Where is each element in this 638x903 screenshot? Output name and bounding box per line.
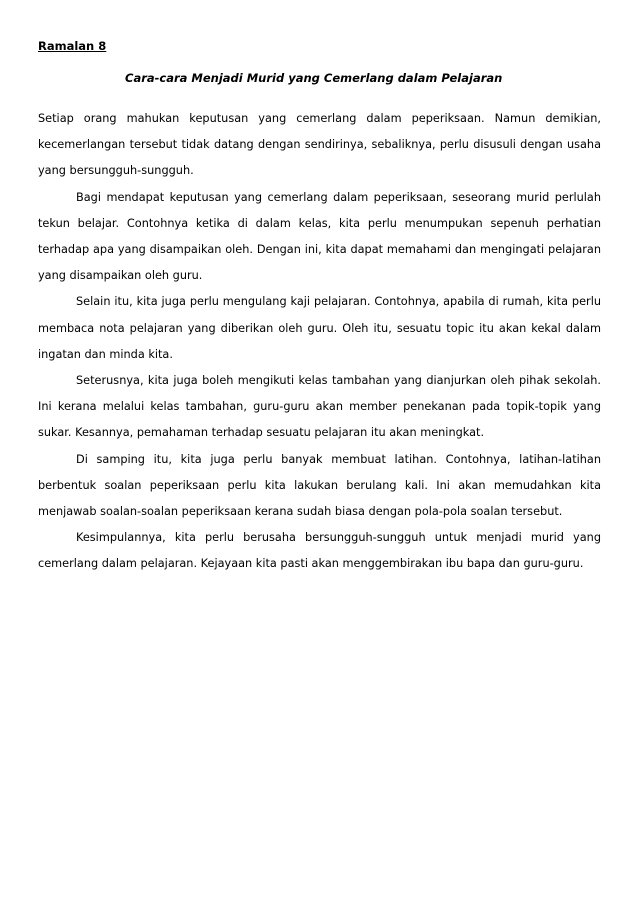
document-heading: Ramalan 8 [38,39,107,53]
paragraph-3: Seterusnya, kita juga boleh mengikuti kelas tambahan yang dianjurkan oleh pihak sekolah. Ini kerana melalui kelas tambahan, guru-guru akan member penekanan pada topik-topik yang sukar. Kesannya, pemahaman terhadap sesuatu pelajaran itu akan meningkat. [38,374,601,440]
paragraph-intro: Setiap orang mahukan keputusan yang cemerlang dalam peperiksaan. Namun demikian, kecemerlangan tersebut tidak datang dengan sendirinya, sebaliknya, perlu disusuli dengan usaha yang bersungguh-sungguh. [38,112,601,178]
paragraph-1: Bagi mendapat keputusan yang cemerlang dalam peperiksaan, seseorang murid perlulah tekun belajar. Contohnya ketika di dalam kelas, kita perlu menumpukan sepenuh perhatian terhadap apa yang disampaikan oleh. Dengan ini, kita dapat memahami dan mengingati pelajaran yang disampaikan oleh guru. [38,190,601,283]
paragraph-4: Di samping itu, kita juga perlu banyak membuat latihan. Contohnya, latihan-latihan berbentuk soalan peperiksaan perlu kita lakukan berulang kali. Ini akan memudahkan kita menjawab soalan-soalan peperiksaan kerana sudah biasa dengan pola-pola soalan tersebut. [38,452,601,519]
document-body [38,106,601,578]
paragraph-conclusion: Kesimpulannya, kita perlu berusaha bersungguh-sungguh untuk menjadi murid yang cemerlang dalam pelajaran. Kejayaan kita pasti akan menggembirakan ibu bapa dan guru-guru. [38,531,601,571]
document-title: Cara-cara Menjadi Murid yang Cemerlang dalam Pelajaran [125,71,503,85]
document-page [38,38,601,578]
paragraph-2: Selain itu, kita juga perlu mengulang kaji pelajaran. Contohnya, apabila di rumah, kita perlu membaca nota pelajaran yang diberikan oleh guru. Oleh itu, sesuatu topic itu akan kekal dalam ingatan dan minda kita. [38,295,601,361]
